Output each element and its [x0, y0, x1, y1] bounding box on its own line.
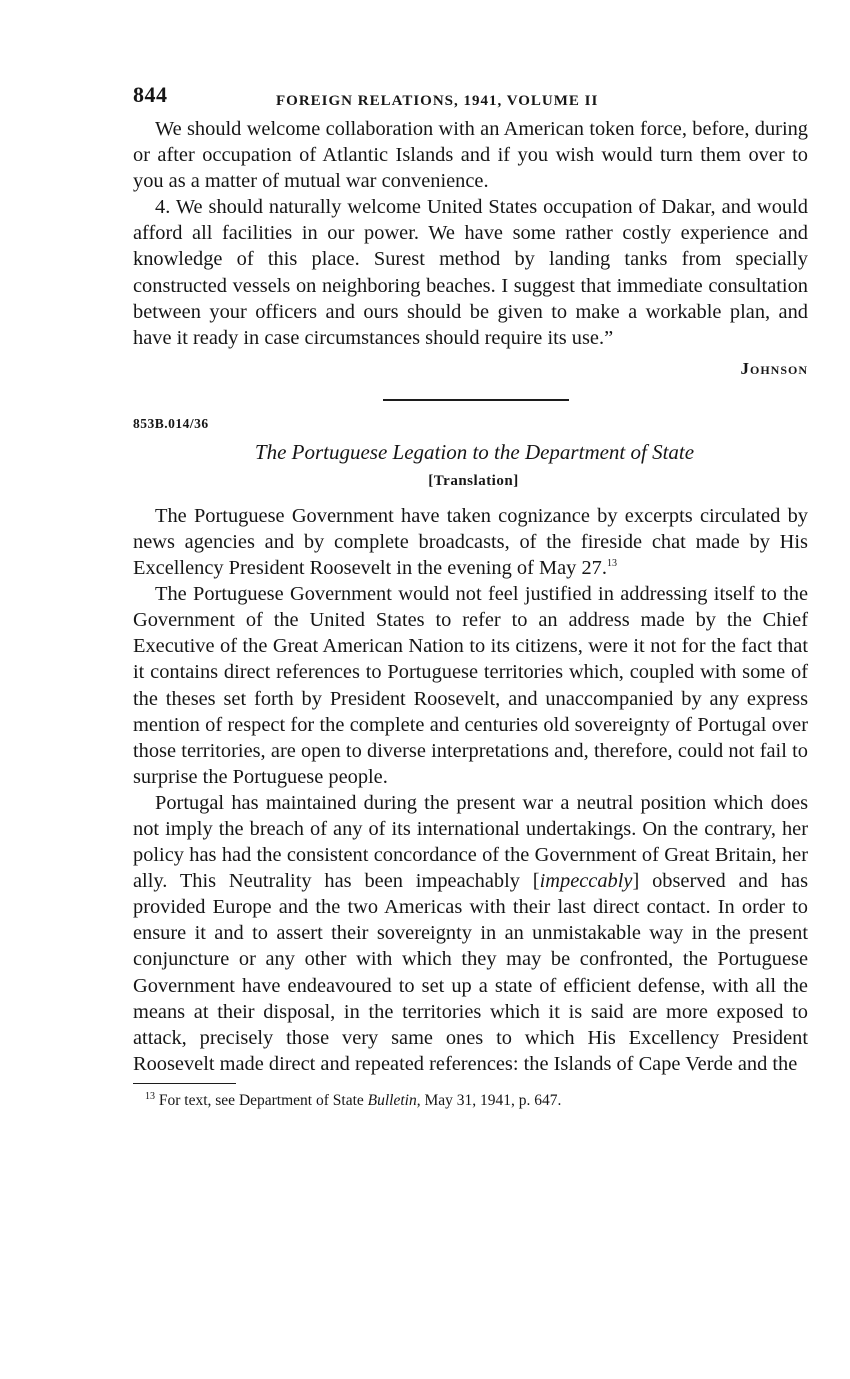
- signature: Johnson: [740, 358, 808, 378]
- paragraph-text: The Portuguese Government have taken cognizance by excerpts circulated by news agencies and by complete broadcasts, of the fireside chat made by His Excellency President Roosevelt in the evening of May 27.: [133, 504, 808, 580]
- body-paragraph: [133, 790, 808, 1077]
- footnote-number: 13: [145, 1090, 155, 1102]
- footnote: [145, 1090, 808, 1112]
- footnote-divider: [133, 1083, 236, 1084]
- running-head: [133, 82, 808, 116]
- paragraph-text: ] observed and has provided Europe and the two Americas with their last direct contact. In order to ensure it and to assert their sovereignty in an unmistakable way in the present conjuncture or any other with which they may be confronted, the Portuguese Government have endeavoured to set up a state of efficient defense, with all the means at their disposal, in the territories which it is said are more exposed to attack, precisely those very same ones to which His Excellency President Roosevelt made direct and repeated references: the Islands of Cape Verde and the: [133, 870, 809, 1075]
- running-title: FOREIGN RELATIONS, 1941, VOLUME II: [276, 93, 599, 109]
- body-paragraph: [133, 503, 808, 581]
- section-divider: [383, 399, 569, 401]
- footnote-reference: 13: [606, 558, 617, 570]
- document-subtitle: [Translation]: [428, 472, 519, 489]
- page-number: 844: [133, 82, 168, 107]
- body-paragraph: 4. We should naturally welcome United States occupation of Dakar, and would afford all facilities in our power. We have some rather costly experience and knowledge of this place. Surest method by landing tanks from specially constructed vessels on neighboring beaches. I suggest that immediate consultation between your officers and ours should be given to make a workable plan, and have it ready in case circumstances should require its use.”: [133, 196, 808, 349]
- editorial-correction: impeccably: [539, 870, 633, 893]
- body-paragraph: The Portuguese Government would not feel justified in addressing itself to the Government of the United States to refer to an address made by the Chief Executive of the Great American Nation to its citizens, were it not for the fact that it contains direct references to Portuguese territories which, coupled with some of the theses set forth by President Roosevelt, and unaccompanied by any express mention of respect for the complete and centuries old sovereignty of Portugal over those territories, are open to diverse interpretations and, therefore, could not fail to surprise the Portuguese people.: [133, 583, 808, 788]
- footnote-publication: Bulletin: [367, 1091, 417, 1109]
- body-paragraph: We should welcome collaboration with an American token force, before, during or after occupation of Atlantic Islands and if you wish would turn them over to you as a matter of mutual war convenience.: [133, 118, 808, 193]
- footnote-text: , May 31, 1941, p. 647.: [416, 1091, 562, 1109]
- paragraph-text: Portugal has maintained during the present war a neutral position which does not imply the breach of any of its international undertakings. On the contrary, her policy has had the consistent concordance of the Government of Great Britain, her ally. This Neutrality has been impeachably [: [133, 791, 808, 893]
- file-number: 853B.014/36: [133, 415, 209, 431]
- document-page: [133, 82, 808, 1112]
- footnote-text: For text, see Department of State: [158, 1091, 368, 1109]
- document-title: The Portuguese Legation to the Department of State: [254, 439, 695, 464]
